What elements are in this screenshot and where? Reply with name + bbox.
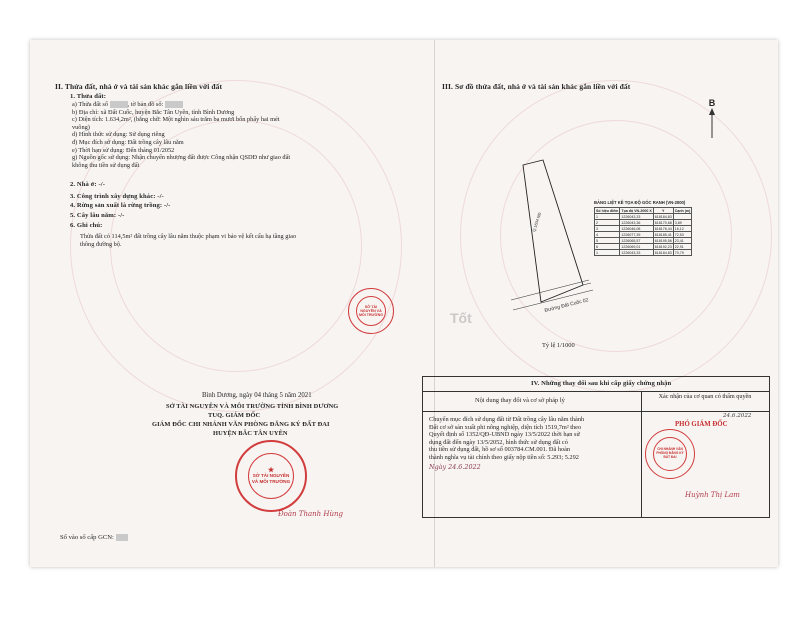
coord-cell: 618185,41 (654, 232, 672, 237)
land-heading: 1. Thửa đất: (70, 93, 106, 100)
redacted-block (110, 101, 128, 108)
note-line-2: thông đường bộ. (80, 240, 122, 248)
coord-cell: 5 (595, 238, 620, 244)
land-line-e: e) Thời hạn sử dụng: Đến tháng 01/2052 (72, 146, 175, 154)
redacted-block (116, 534, 128, 541)
confirm-title: PHÓ GIÁM ĐỐC (675, 421, 728, 428)
section-iii-title: III. Sơ đồ thửa đất, nhà ở và tài sản khác gắn liền với đất (442, 82, 631, 91)
changes-col2-header: Xác nhận của cơ quan có thẩm quyền (658, 393, 752, 400)
changes-column-divider (641, 391, 642, 517)
coord-cell: 1226065,57 (620, 238, 653, 244)
confirm-signature: Huỳnh Thị Lam (685, 491, 740, 499)
coord-cell: 618170,68 (654, 220, 672, 225)
agency-line-1: SỞ TÀI NGUYÊN VÀ MÔI TRƯỜNG TỈNH BÌNH DƯƠNG (166, 403, 339, 410)
change-line: Đất cơ sở sản xuất phi nông nghiệp, diện tích 1519,7m² theo (429, 423, 582, 431)
scale-label: Tỷ lệ 1/1000 (542, 342, 575, 349)
coord-cell: 1226046,08 (620, 226, 653, 232)
coord-header: Cạnh (m) (674, 208, 691, 213)
certificate-sheet (30, 40, 778, 567)
agency-line-3: GIÁM ĐỐC CHI NHÁNH VĂN PHÒNG ĐĂNG KÝ ĐẤT ĐAI (152, 421, 330, 428)
coord-header: Số hiệu điểm (596, 208, 619, 213)
coord-cell: 70,79 (673, 250, 692, 256)
confirm-date: 24.6.2022 (723, 413, 752, 419)
coord-cell: 3,89 (673, 220, 692, 226)
coord-cell: 4 (595, 232, 620, 238)
coord-cell: 1 (595, 250, 620, 256)
coord-cell: 1226043,33 (620, 214, 653, 220)
land-line-a: a) Thửa đất số , tờ bản đồ số: (72, 101, 290, 109)
north-label: B (708, 98, 716, 108)
stamp-text: SỞ TÀI NGUYÊN VÀ MÔI TRƯỜNG (251, 473, 291, 484)
change-line: dụng đất đến ngày 13/5/2052, hình thức sử dụng đất có (429, 438, 568, 446)
small-stamp-inner-ring (356, 296, 386, 326)
land-line-dd: đ) Mục đích sử dụng: Đất trồng cây lâu năm (72, 138, 184, 146)
confirm-red-stamp (645, 429, 695, 479)
coord-cell: 1 (595, 214, 620, 220)
change-line: Quyết định số 1352/QĐ-UBND ngày 13/5/2022 thời hạn sử (429, 431, 580, 439)
road-edge-link (583, 283, 591, 285)
coord-cell: 23,41 (673, 238, 692, 244)
redacted-block (165, 101, 183, 108)
item-3: 3. Công trình xây dựng khác: -/- (70, 193, 164, 200)
coord-header: Tọa độ VN-2000 X (621, 208, 652, 213)
item-5: 5. Cây lâu năm: -/- (70, 212, 125, 219)
north-indicator (706, 98, 718, 145)
coord-cell: 618195,56 (654, 238, 672, 243)
coord-cell: 618184,83 (654, 214, 672, 219)
changes-table (422, 376, 770, 518)
coordinate-table-block (594, 200, 692, 256)
stamp-star-icon: ★ (267, 466, 275, 474)
land-line-g: g) Nguồn gốc sử dụng: Nhận chuyển nhượng đất được Công nhận QSDĐ như giao đất (72, 154, 291, 162)
table-row (595, 250, 692, 256)
change-line: thành nghĩa vụ tài chính theo giấy nộp tiền số: 5.293; 5.292 (429, 453, 579, 461)
confirm-stamp-text: CHI NHÁNH VĂN PHÒNG ĐĂNG KÝ ĐẤT ĐAI (656, 447, 684, 459)
land-line-c2: vuông) (72, 123, 90, 131)
coord-cell: 3 (595, 226, 620, 232)
item-4: 4. Rừng sản xuất là rừng trồng: -/- (70, 202, 171, 209)
coord-cell: 1226043,36 (620, 220, 653, 226)
north-arrow-icon (706, 108, 718, 140)
land-plot-diagram (465, 140, 615, 330)
change-line: Chuyển mục đích sử dụng đất từ Đất trồng cây lâu năm thành (429, 416, 585, 423)
coord-cell: 1226043,33 (620, 250, 653, 256)
changes-header-divider (423, 411, 769, 412)
coord-cell: 16,12 (673, 226, 692, 232)
section-iv-title: IV. Những thay đổi sau khi cấp giấy chứng nhận (531, 380, 672, 387)
note-line-1: Thửa đất có 114,5m² đất trồng cây lâu năm thuộc phạm vi bảo vệ kết cấu hạ tầng giao (80, 233, 297, 240)
plot-label: Q.1634 NĐ (531, 211, 543, 233)
coordinate-table (594, 207, 692, 256)
register-number: Số vào sổ cấp GCN: (60, 534, 128, 542)
coordinate-table-title: BẢNG LIỆT KÊ TỌA ĐỘ GÓC RANH (VN-2000) (594, 200, 686, 205)
section-ii-title: II. Thửa đất, nhà ở và tài sản khác gắn liền với đất (55, 82, 223, 91)
land-line-b: b) Địa chỉ: xã Đất Cuốc, huyện Bắc Tân Uyên, tỉnh Bình Dương (72, 108, 235, 116)
coord-cell: 72,53 (673, 232, 692, 238)
issue-date: Bình Dương, ngày 04 tháng 5 năm 2021 (202, 392, 312, 399)
coord-header: Y (653, 208, 673, 214)
coord-cell: 618176,44 (654, 226, 672, 231)
app-watermark: Tốt (450, 310, 472, 326)
coord-cell: 2 (595, 220, 620, 226)
land-line-c: c) Diện tích: 1.634,2m², (bằng chữ: Một nghìn sáu trăm ba mươi bốn phẩy hai mét (72, 116, 280, 124)
changes-title-divider (423, 391, 769, 392)
small-stamp-text: SỞ TÀI NGUYÊN VÀ MÔI TRƯỜNG (358, 304, 383, 318)
land-details (72, 101, 290, 169)
road-edge-1 (511, 280, 589, 300)
change-date: Ngày 24.6.2022 (429, 462, 481, 471)
item-2: 2. Nhà ở: -/- (70, 181, 105, 188)
coord-cell: 618192,23 (654, 244, 672, 249)
confirm-stamp-inner-ring (653, 437, 687, 471)
agency-line-4: HUYỆN BẮC TÂN UYÊN (213, 430, 288, 437)
change-content (429, 416, 584, 471)
small-red-stamp (348, 288, 394, 334)
coord-cell: 1226077,39 (620, 232, 653, 238)
note-block (80, 233, 296, 248)
coord-cell: 6 (595, 244, 620, 250)
item-6: 6. Ghi chú: (70, 222, 103, 229)
coord-cell: 618184,83 (654, 250, 672, 255)
change-line: thu tiền sử dụng đất, hồ sơ số 003784.CM.001. Đã hoàn (429, 446, 571, 454)
coord-cell: 22,91 (673, 244, 692, 250)
official-red-stamp (235, 440, 307, 512)
left-signature: Đoàn Thanh Hùng (278, 510, 343, 518)
agency-line-2: TUQ. GIÁM ĐỐC (208, 412, 261, 419)
changes-col1-header: Nội dung thay đổi và cơ sở pháp lý (475, 397, 565, 404)
road-label: Đường Đất Cuốc 02 (544, 297, 590, 314)
stamp-inner-ring (248, 453, 294, 499)
land-line-g2: không thu tiền sử dụng đất (72, 161, 140, 169)
land-line-d: d) Hình thức sử dụng: Sử dụng riêng (72, 131, 165, 139)
coord-cell: 1226069,01 (620, 244, 653, 250)
